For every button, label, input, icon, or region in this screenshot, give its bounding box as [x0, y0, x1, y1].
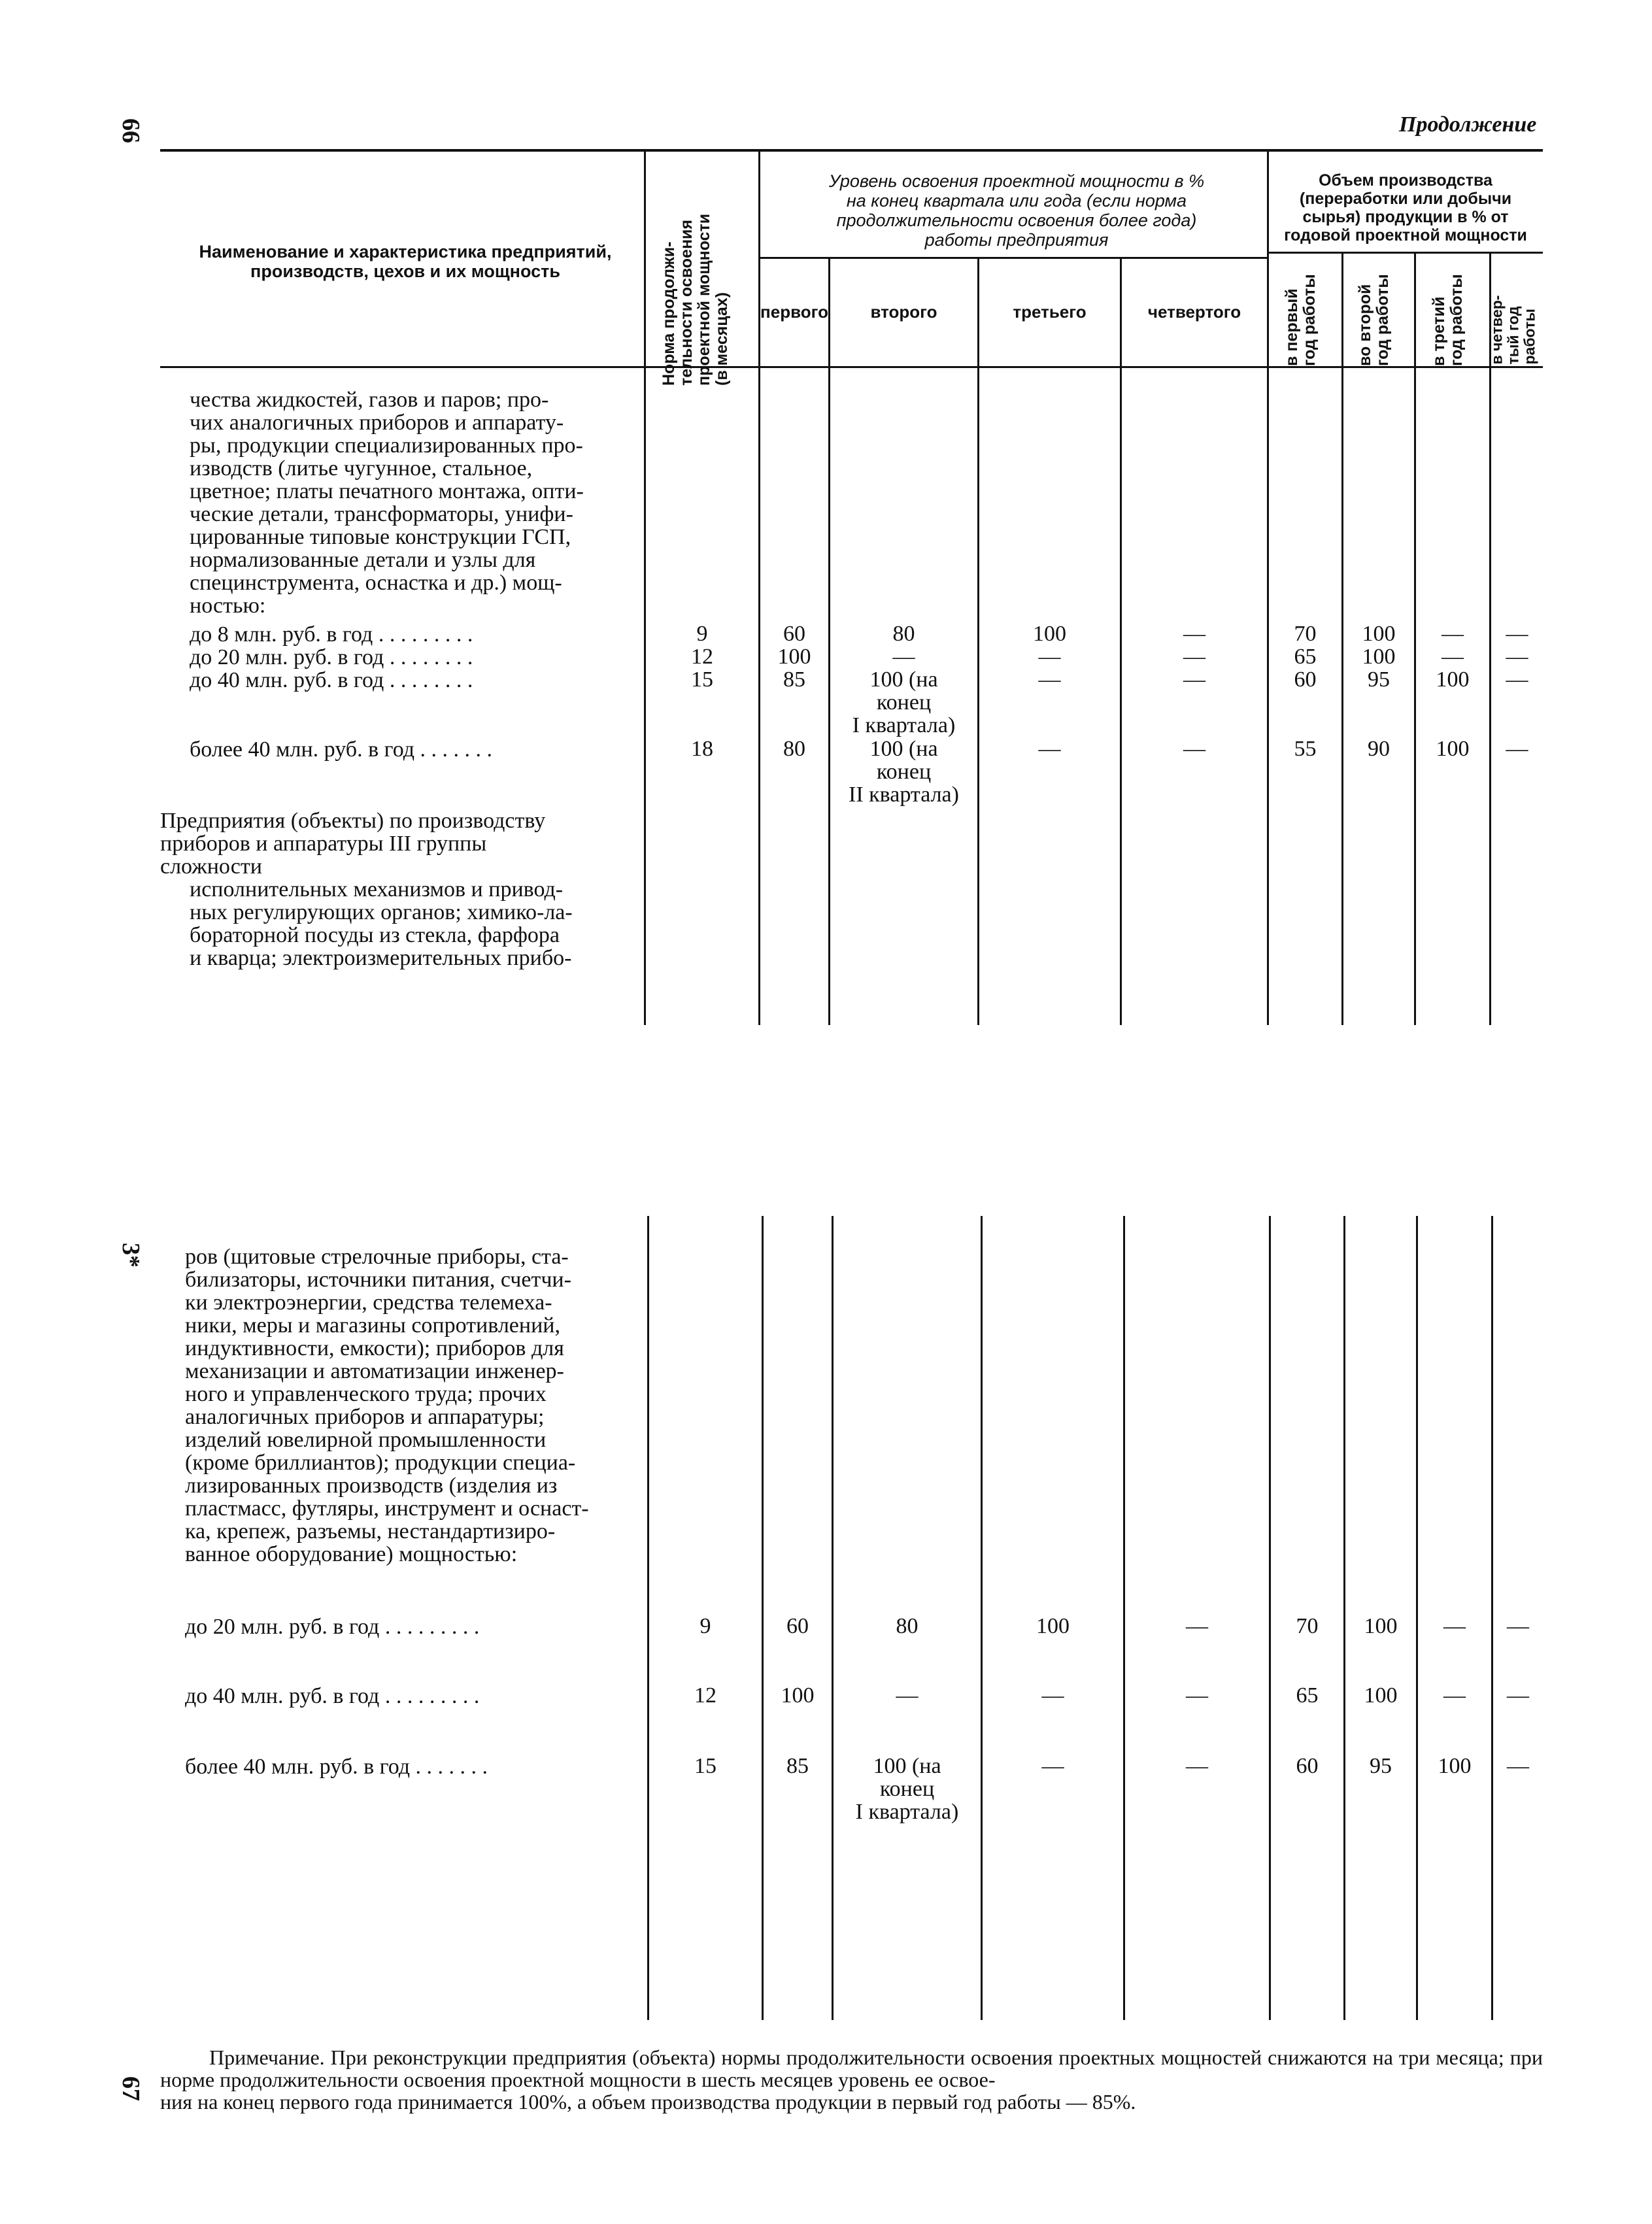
cell-q3: 100 [1033, 622, 1066, 646]
page-number-top: 66 [117, 118, 144, 143]
section2-heading: Предприятия (объекты) по производству приборов и аппаратуры III группы сложности [160, 809, 546, 879]
cell-y2: 95 [1370, 1754, 1392, 1778]
row-label: до 40 млн. руб. в год . . . . . . . . [190, 668, 473, 692]
cell-y1: 60 [1294, 667, 1317, 692]
row-label: до 8 млн. руб. в год . . . . . . . . . [190, 622, 473, 647]
cell-y3: — [1441, 622, 1464, 646]
cell-q1: 80 [783, 737, 805, 761]
cell-q2: — [892, 645, 915, 669]
cell-y3: 100 [1436, 737, 1470, 761]
section2-description-bottom: ров (щитовые стрелочные приборы, ста- билизаторы, источники питания, счетчи- ки электроэнергии, средства телемеха- ники, меры и магазины сопротивлений, индуктивности, емкости); приборов для механизации и автоматизации инженер- ного и управленческого труда; прочих аналогичных приборов и аппаратуры; изделий ювелирной промышленности (кроме бриллиантов); продукции специа- лизированных производств (изделия из пластмасс, футляры, инструмент и оснаст- ка, крепеж, разъемы, нестандартизиро- ванное оборудование) мощностью: [185, 1245, 589, 1566]
cell-y1: 65 [1296, 1683, 1319, 1708]
cell-y4: — [1506, 737, 1528, 761]
cell-y4: — [1506, 645, 1528, 669]
cell-norm: 15 [694, 1754, 716, 1778]
cell-y1: 60 [1296, 1754, 1319, 1778]
cell-y3: 100 [1438, 1754, 1472, 1778]
signature-mark: 3* [117, 1243, 144, 1268]
cell-q3: — [1041, 1683, 1064, 1708]
cell-y4: — [1507, 1754, 1529, 1778]
cell-q1: 100 [777, 645, 811, 669]
cell-q1: 85 [783, 667, 805, 692]
cell-norm: 12 [691, 645, 713, 669]
cell-q1: 100 [781, 1683, 815, 1708]
row-label: более 40 млн. руб. в год . . . . . . . [190, 737, 493, 762]
header-name-column: Наименование и характеристика предприятий, производств, цехов и их мощность [199, 242, 612, 281]
cell-q2: 100 (на конец II квартала) [849, 737, 959, 807]
cell-q4: — [1186, 1614, 1208, 1638]
header-volume-y2: во второй год работы [1356, 274, 1392, 366]
cell-y4: — [1506, 667, 1528, 692]
cell-q2: 80 [896, 1614, 919, 1638]
cell-q1: 85 [786, 1754, 809, 1778]
cell-q3: — [1041, 1754, 1064, 1778]
header-volume-y1: в первый год работы [1283, 274, 1319, 366]
header-level-column: Уровень освоения проектной мощности в % на конец квартала или года (если норма продолжительности освоения более года) работы предприятия [828, 171, 1205, 250]
cell-y2: 100 [1364, 1683, 1398, 1708]
cell-y4: — [1507, 1614, 1529, 1638]
cell-norm: 9 [696, 622, 708, 646]
cell-q4: — [1183, 645, 1205, 669]
cell-y1: 55 [1294, 737, 1317, 761]
cell-y1: 70 [1296, 1614, 1319, 1638]
cell-q3: — [1038, 737, 1061, 761]
cell-y2: 95 [1368, 667, 1390, 692]
header-level-q1: первого [760, 302, 828, 322]
cell-y3: 100 [1436, 667, 1470, 692]
cell-y2: 90 [1368, 737, 1390, 761]
header-level-q2: второго [870, 302, 937, 322]
continuation-label: Продолжение [1399, 112, 1537, 137]
cell-q2: — [896, 1683, 919, 1708]
header-volume-y4: в четвер- тый год работы [1488, 295, 1538, 365]
cell-y2: 100 [1364, 1614, 1398, 1638]
cell-y1: 70 [1294, 622, 1317, 646]
row-label: до 40 млн. руб. в год . . . . . . . . . [185, 1684, 480, 1708]
footnote: Примечание. При реконструкции предприятия (объекта) нормы продолжительности освоения проектных мощностей снижаются на три месяца; при норме продолжительности освоения проектной мощности в шесть месяцев уровень ее освое- ния на конец первого года принимается 100%, а объем производства продукции в первый год работы — 85%. [160, 2046, 1543, 2114]
cell-q4: — [1183, 667, 1205, 692]
header-norm-column: Норма продолжи- тельности освоения проектной мощности (в месяцах) [660, 213, 731, 386]
cell-y4: — [1507, 1683, 1529, 1708]
cell-q4: — [1183, 622, 1205, 646]
cell-norm: 12 [694, 1683, 716, 1708]
cell-q3: 100 [1036, 1614, 1070, 1638]
header-level-q4: четвертого [1147, 302, 1241, 322]
cell-norm: 9 [700, 1614, 711, 1638]
cell-y3: — [1443, 1683, 1466, 1708]
cell-q2: 80 [892, 622, 915, 646]
cell-q1: 60 [786, 1614, 809, 1638]
cell-q3: — [1038, 667, 1061, 692]
cell-q2: 100 (на конец I квартала) [855, 1754, 959, 1824]
header-volume-y3: в третий год работы [1430, 274, 1466, 366]
cell-norm: 18 [691, 737, 713, 761]
cell-y1: 65 [1294, 645, 1317, 669]
section1-description: чества жидкостей, газов и паров; про- чих аналогичных приборов и аппарату- ры, продукции специализированных про- изводств (литье чугунное, стальное, цветное; платы печатного монтажа, опти- ческие детали, трансформаторы, унифи- цированные типовые конструкции ГСП, нормализованные детали и узлы для специнструмента, оснастка и др.) мощ- ностью: [190, 388, 584, 618]
cell-norm: 15 [691, 667, 713, 692]
row-label: до 20 млн. руб. в год . . . . . . . . [190, 645, 473, 669]
cell-y3: — [1441, 645, 1464, 669]
cell-q4: — [1186, 1754, 1208, 1778]
section2-description-top: исполнительных механизмов и привод- ных регулирующих органов; химико-ла- бораторной посуды из стекла, фарфора и кварца; электроизмерительных прибо- [190, 877, 573, 970]
row-label: до 20 млн. руб. в год . . . . . . . . . [185, 1615, 480, 1639]
cell-y3: — [1443, 1614, 1466, 1638]
cell-y2: 100 [1362, 645, 1396, 669]
row-label: более 40 млн. руб. в год . . . . . . . [185, 1755, 488, 1779]
cell-q4: — [1183, 737, 1205, 761]
header-level-q3: третьего [1013, 302, 1087, 322]
cell-y2: 100 [1362, 622, 1396, 646]
cell-q3: — [1038, 645, 1061, 669]
cell-q2: 100 (на конец I квартала) [852, 667, 956, 737]
cell-q1: 60 [783, 622, 805, 646]
header-volume-column: Объем производства (переработки или добычи сырья) продукции в % от годовой проектной мощности [1284, 171, 1527, 244]
page-number-bottom: 67 [117, 2076, 144, 2101]
cell-q4: — [1186, 1683, 1208, 1708]
cell-y4: — [1506, 622, 1528, 646]
